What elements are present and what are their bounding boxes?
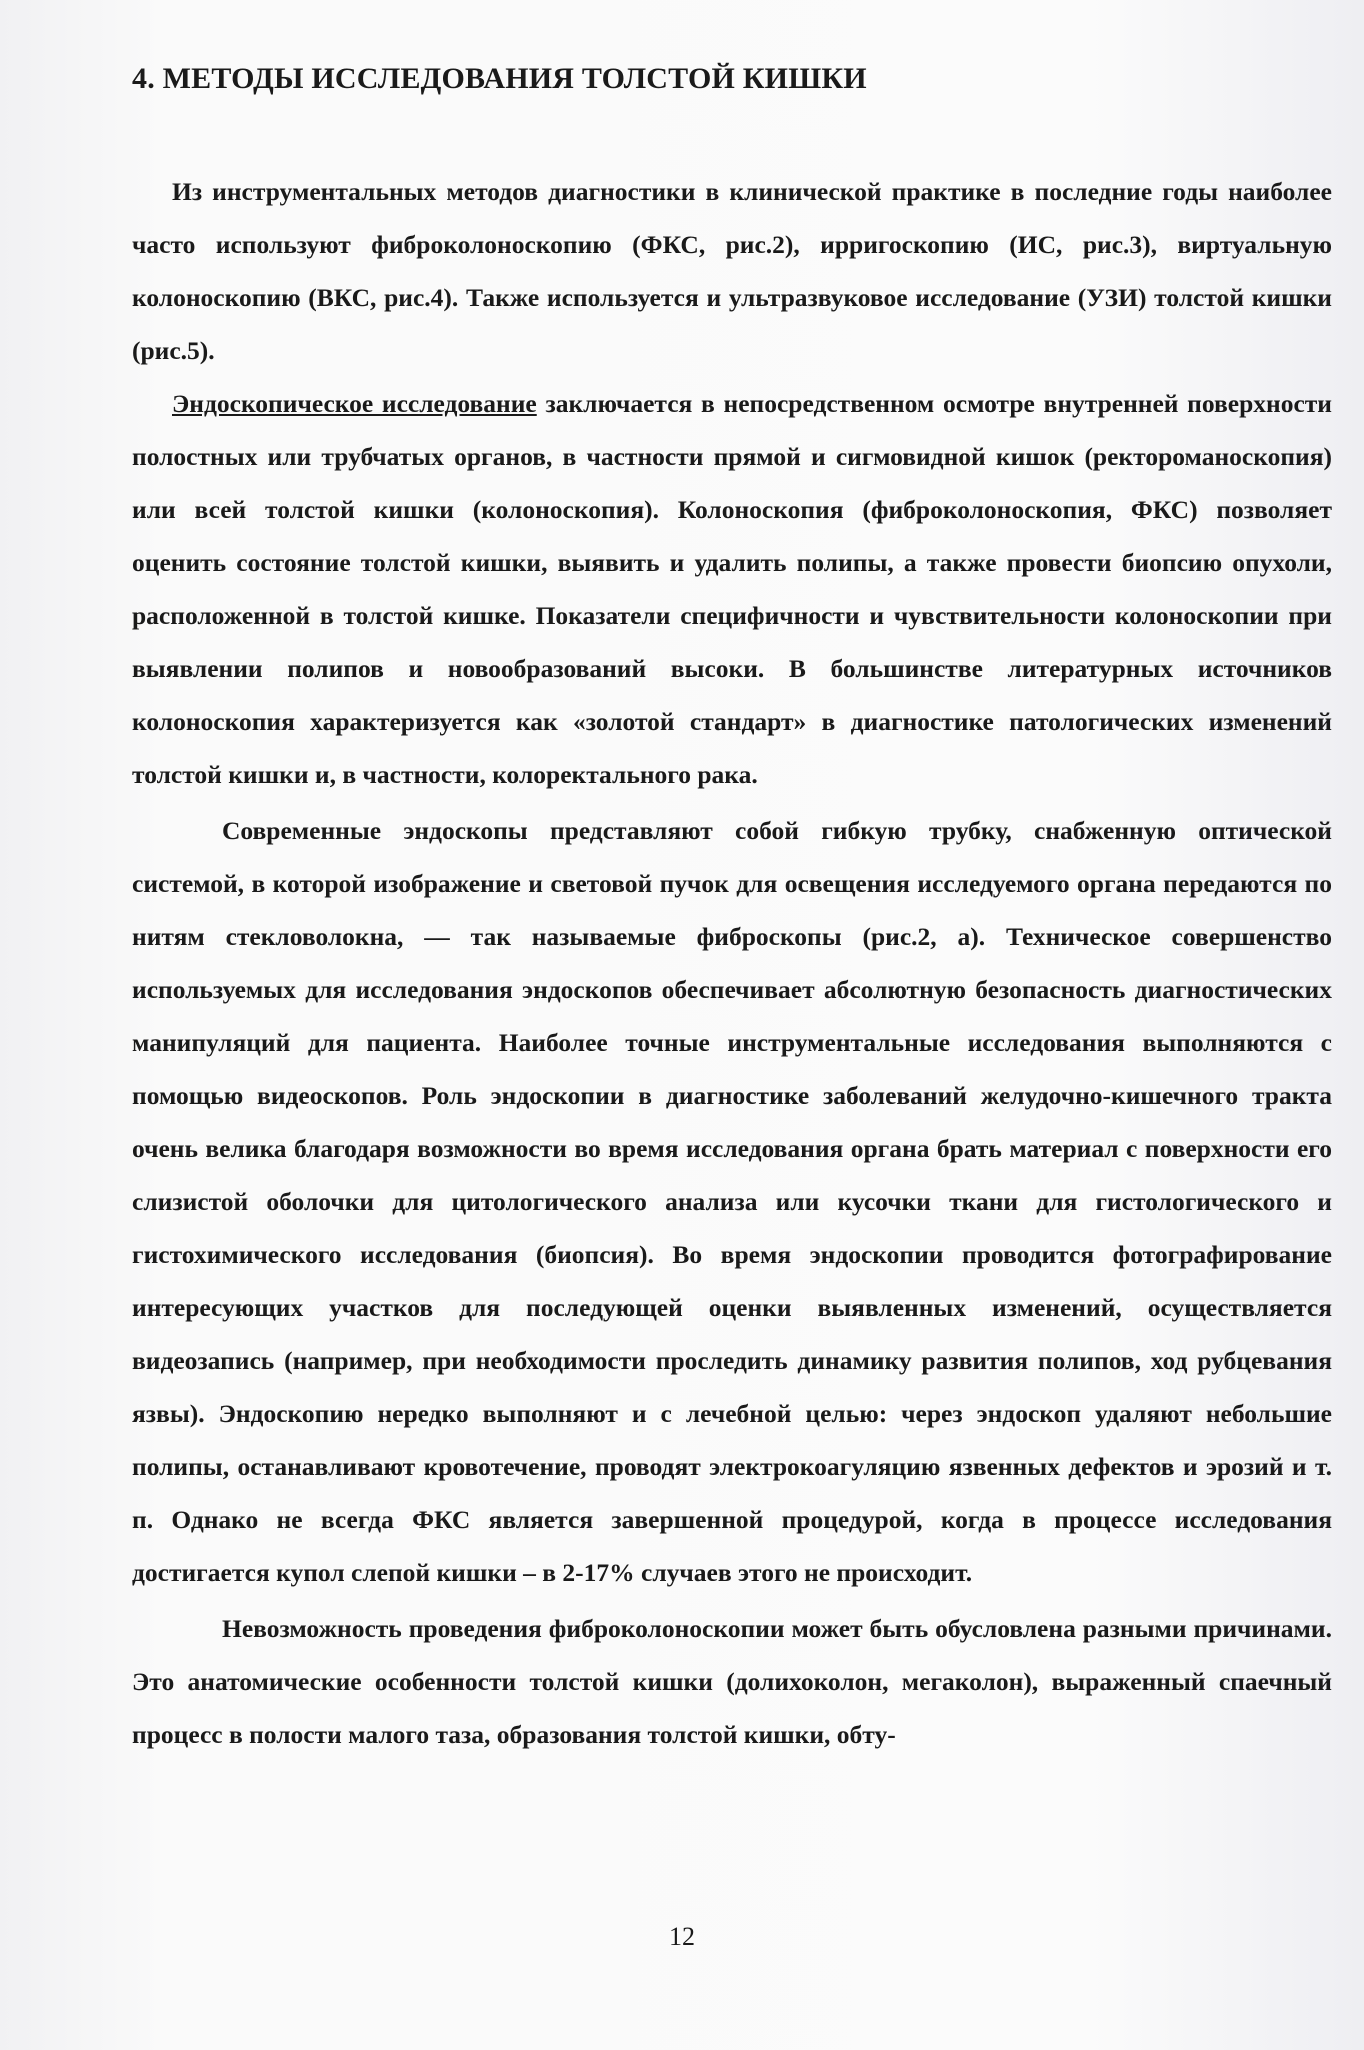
paragraph-endoscopy: [132, 377, 1332, 801]
section-heading: 4. МЕТОДЫ ИССЛЕДОВАНИЯ ТОЛСТОЙ КИШКИ: [132, 62, 867, 95]
paragraph-modern-endoscopes: Современные эндоскопы представляют собой гибкую трубку, снабженную оптической системой, в которой изображение и световой пучок для освещения исследуемого органа передаются по нитям стекловолокна, — так называемые фиброскопы (рис.2, а). Техническое совершенство используемых для исследования эндоскопов обеспечивает абсолютную безопасность диагностических манипуляций для пациента. Наиболее точные инструментальные исследования выполняются с помощью видеоскопов. Роль эндоскопии в диагностике заболеваний желудочно-кишечного тракта очень велика благодаря возможности во время исследования органа брать материал с поверхности его слизистой оболочки для цитологического анализа или кусочки ткани для гистологического и гистохимического исследования (биопсия). Во время эндоскопии проводится фотографирование интересующих участков для последующей оценки выявленных изменений, осуществляется видеозапись (например, при необходимости проследить динамику развития полипов, ход рубцевания язвы). Эндоскопию нередко выполняют и с лечебной целью: через эндоскоп удаляют небольшие полипы, останавливают кровотечение, проводят электрокоагуляцию язвенных дефектов и эрозий и т. п. Однако не всегда ФКС является завершенной процедурой, когда в процессе исследования достигается купол слепой кишки – в 2-17% случаев этого не происходит.: [132, 816, 1332, 1587]
page-number: 12: [669, 1922, 695, 1951]
underlined-term: Эндоскопическое исследование: [172, 389, 537, 418]
paragraph-impossibility: Невозможность проведения фиброколоноскопии может быть обусловлена разными причинами. Это анатомические особенности толстой кишки (долихоколон, мегаколон), выраженный спаечный процесс в полости малого таза, образования толстой кишки, обту-: [132, 1614, 1332, 1749]
paragraph-endoscopy-text: заключается в непосредственном осмотре внутренней поверхности полостных или трубчатых органов, в частности прямой и сигмовидной кишок (ректороманоскопия) или всей толстой кишки (колоноскопия). Колоноскопия (фиброколоноскопия, ФКС) позволяет оценить состояние толстой кишки, выявить и удалить полипы, а также провести биопсию опухоли, расположенной в толстой кишке. Показатели специфичности и чувствительности колоноскопии при выявлении полипов и новообразований высоки. В большинстве литературных источников колоноскопия характеризуется как «золотой стандарт» в диагностике патологических изменений толстой кишки и, в частности, колоректального рака.: [132, 389, 1332, 789]
paragraph-intro: Из инструментальных методов диагностики в клинической практике в последние годы наиболее часто используют фиброколоноскопию (ФКС, рис.2), ирригоскопию (ИС, рис.3), виртуальную колоноскопию (ВКС, рис.4). Также используется и ультразвуковое исследование (УЗИ) толстой кишки (рис.5).: [132, 177, 1332, 365]
body-text: [132, 165, 1332, 1761]
